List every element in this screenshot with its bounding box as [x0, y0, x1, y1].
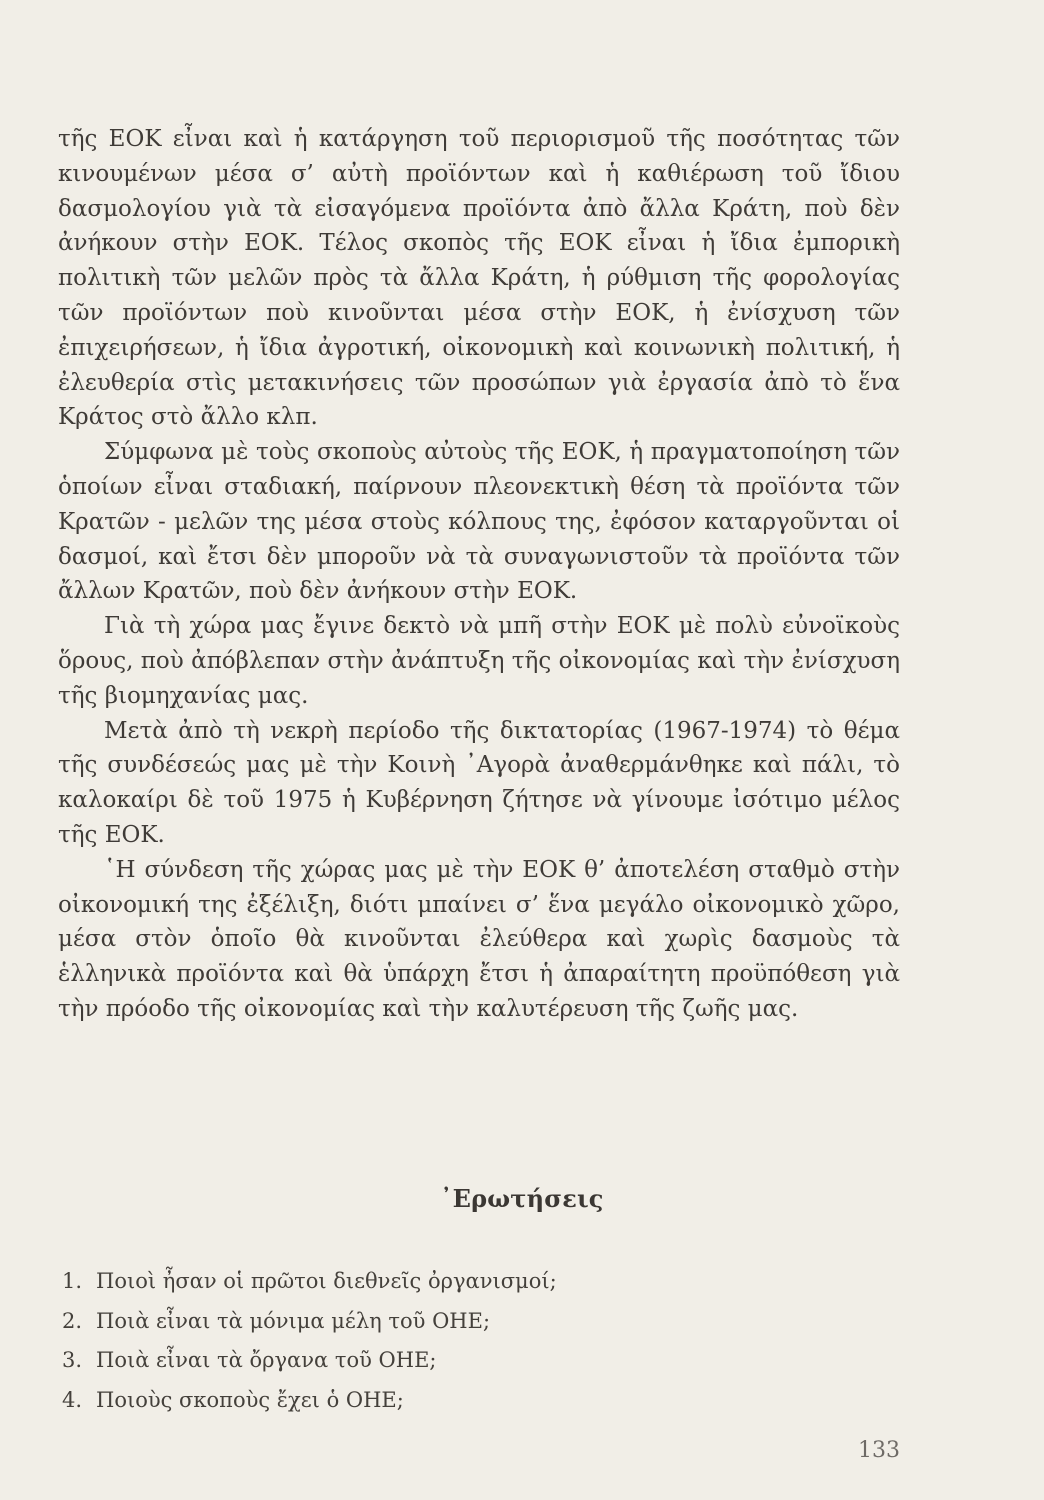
question-text: Ποιὰ εἶναι τὰ ὄργανα τοῦ ΟΗΕ; [96, 1348, 437, 1372]
questions-list [62, 1262, 712, 1420]
question-number: 3. [62, 1348, 83, 1372]
paragraph-member-advantages: Σύμφωνα μὲ τοὺς σκοποὺς αὐτοὺς τῆς ΕΟΚ, ἡ πραγματοποίηση τῶν ὁποίων εἶναι σταδιακή, παίρνουν πλεονεκτικὴ θέση τὰ προϊόντα τῶν Κρατῶν - μελῶν της μέσα στοὺς κόλπους της, ἐφόσον καταργοῦνται οἱ δασμοί, καὶ ἔτσι δὲν μποροῦν νὰ τὰ συναγωνιστοῦν τὰ προϊόντα τῶν ἄλλων Κρατῶν, ποὺ δὲν ἀνήκουν στὴν ΕΟΚ. [58, 439, 900, 605]
question-text: Ποιοὺς σκοποὺς ἔχει ὁ ΟΗΕ; [96, 1387, 404, 1412]
question-text: Ποιοὶ ἦσαν οἱ πρῶτοι διεθνεῖς ὀργανισμοί; [96, 1269, 557, 1293]
question-number: 2. [62, 1308, 83, 1333]
paragraph-economic-milestone: ῾Η σύνδεση τῆς χώρας μας μὲ τὴν ΕΟΚ θ’ ἀποτελέση σταθμὸ στὴν οἰκονομική της ἐξέλιξη, διότι μπαίνει σ’ ἕνα μεγάλο οἰκονομικὸ χῶρο, μέσα στὸν ὁποῖο θὰ κινοῦνται ἐλεύθερα καὶ χωρὶς δασμοὺς τὰ ἑλληνικὰ προϊόντα καὶ θὰ ὑπάρχη ἔτσι ἡ ἀπαραίτητη προϋπόθεση γιὰ τὴν πρόοδο τῆς οἰκονομίας καὶ τὴν καλυτέρευση τῆς ζωῆς μας. [58, 856, 900, 1022]
paragraph-after-dictatorship: Μετὰ ἀπὸ τὴ νεκρὴ περίοδο τῆς δικτατορίας (1967-1974) τὸ θέμα τῆς συνδέσεώς μας μὲ τὴν Κοινὴ ᾿Αγορὰ ἀναθερμάνθηκε καὶ πάλι, τὸ καλοκαίρι δὲ τοῦ 1975 ἡ Κυβέρνηση ζήτησε νὰ γίνουμε ἰσότιμο μέλος τῆς ΕΟΚ. [58, 717, 900, 848]
question-item [62, 1381, 712, 1421]
question-number: 1. [62, 1269, 83, 1293]
page-number: 133 [858, 1438, 900, 1463]
question-item [62, 1302, 712, 1342]
paragraph-greece-entry-terms: Γιὰ τὴ χώρα μας ἔγινε δεκτὸ νὰ μπῆ στὴν ΕΟΚ μὲ πολὺ εὐνοϊκοὺς ὅρους, ποὺ ἀπόβλεπαν στὴν ἀνάπτυξη τῆς οἰκονομίας καὶ τὴν ἐνίσχυση τῆς βιομηχανίας μας. [58, 613, 900, 709]
questions-heading: ᾿Ερωτήσεις [440, 1184, 604, 1213]
paragraph-eok-goals: τῆς ΕΟΚ εἶναι καὶ ἡ κατάργηση τοῦ περιορισμοῦ τῆς ποσότητας τῶν κινουμένων μέσα σ’ αὐτὴ προϊόντων καὶ ἡ καθιέρωση τοῦ ἴδιου δασμολογίου γιὰ τὰ εἰσαγόμενα προϊόντα ἀπὸ ἄλλα Κράτη, ποὺ δὲν ἀνήκουν στὴν ΕΟΚ. Τέλος σκοπὸς τῆς ΕΟΚ εἶναι ἡ ἴδια ἐμπορικὴ πολιτικὴ τῶν μελῶν πρὸς τὰ ἄλλα Κράτη, ἡ ρύθμιση τῆς φορολογίας τῶν προϊόντων ποὺ κινοῦνται μέσα στὴν ΕΟΚ, ἡ ἐνίσχυση τῶν ἐπιχειρήσεων, ἡ ἴδια ἀγροτική, οἰκονομικὴ καὶ κοινωνικὴ πολιτική, ἡ ἐλευθερία στὶς μετακινήσεις τῶν προσώπων γιὰ ἐργασία ἀπὸ τὸ ἕνα Κράτος στὸ ἄλλο κλπ. [58, 126, 900, 431]
question-item [62, 1341, 712, 1381]
body-text [58, 122, 900, 1027]
question-number: 4. [62, 1387, 83, 1412]
question-text: Ποιὰ εἶναι τὰ μόνιμα μέλη τοῦ ΟΗΕ; [96, 1308, 491, 1333]
question-item [62, 1262, 712, 1302]
